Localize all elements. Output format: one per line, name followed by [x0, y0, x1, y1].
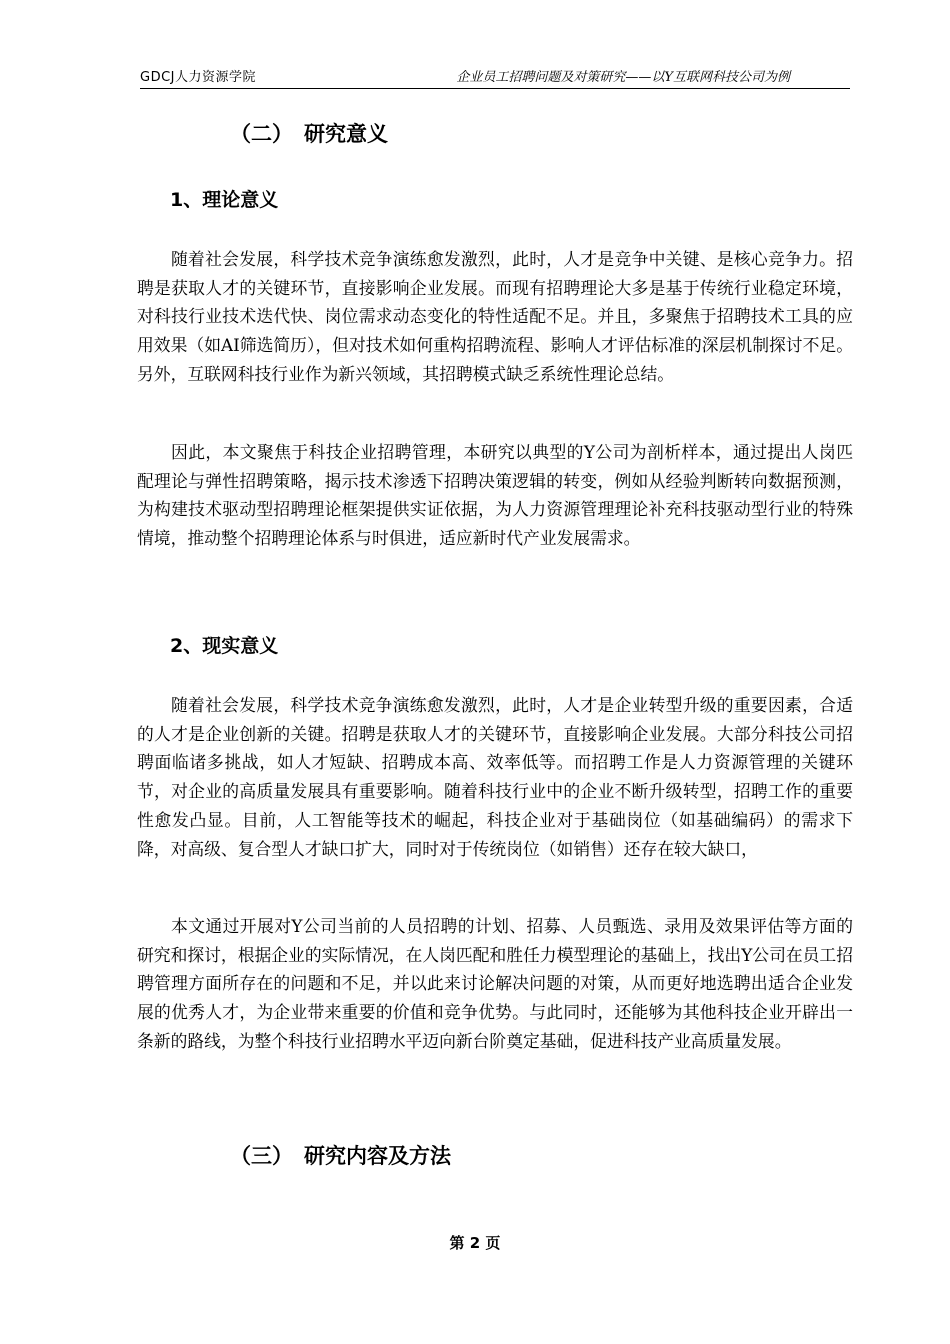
page-number: 第 2 页: [449, 1234, 501, 1252]
subsection-heading-theory: 1、理论意义: [170, 189, 279, 211]
section-title: 研究内容及方法: [304, 1144, 451, 1168]
page-header: [140, 66, 850, 89]
section-number: （三）: [230, 1144, 293, 1168]
paragraph: 随着社会发展，科学技术竞争演练愈发激烈，此时，人才是竞争中关键、是核心竞争力。招聘是获取人才的关键环节，直接影响企业发展。而现有招聘理论大多是基于传统行业稳定环境，对科技行业技术迭代快、岗位需求动态变化的特性适配不足。并且，多聚焦于招聘技术工具的应用效果（如AI筛选简历），但对技术如何重构招聘流程、影响人才评估标准的深层机制探讨不足。另外，互联网科技行业作为新兴领域，其招聘模式缺乏系统性理论总结。: [137, 249, 853, 384]
header-thesis-title: 企业员工招聘问题及对策研究——以Y互联网科技公司为例: [456, 70, 790, 85]
header-institution: GDCJ人力资源学院: [140, 70, 256, 85]
paragraph: 随着社会发展，科学技术竞争演练愈发激烈，此时，人才是企业转型升级的重要因素，合适的人才是企业创新的关键。招聘是获取人才的关键环节，直接影响企业发展。大部分科技公司招聘面临诸多挑战，如人才短缺、招聘成本高、效率低等。而招聘工作是人力资源管理的关键环节，对企业的高质量发展具有重要影响。随着科技行业中的企业不断升级转型，招聘工作的重要性愈发凸显。目前，人工智能等技术的崛起，科技企业对于基础岗位（如基础编码）的需求下降，对高级、复合型人才缺口扩大，同时对于传统岗位（如销售）还存在较大缺口，: [137, 695, 853, 859]
section-number: （二）: [230, 122, 293, 146]
paragraph: 本文通过开展对Y公司当前的人员招聘的计划、招募、人员甄选、录用及效果评估等方面的研究和探讨，根据企业的实际情况，在人岗匹配和胜任力模型理论的基础上，找出Y公司在员工招聘管理方面所存在的问题和不足，并以此来讨论解决问题的对策，从而更好地选聘出适合企业发展的优秀人才，为企业带来重要的价值和竞争优势。与此同时，还能够为其他科技企业开辟出一条新的路线，为整个科技行业招聘水平迈向新台阶奠定基础，促进科技产业高质量发展。: [137, 916, 853, 1051]
section-heading-significance: [230, 118, 388, 148]
section-heading-content-methods: [230, 1140, 451, 1170]
subsection-heading-practice: 2、现实意义: [170, 635, 279, 657]
section-title: 研究意义: [304, 122, 388, 146]
paragraph: 因此，本文聚焦于科技企业招聘管理，本研究以典型的Y公司为剖析样本，通过提出人岗匹配理论与弹性招聘策略，揭示技术渗透下招聘决策逻辑的转变，例如从经验判断转向数据预测，为构建技术驱动型招聘理论框架提供实证依据，为人力资源管理理论补充科技驱动型行业的特殊情境，推动整个招聘理论体系与时俱进，适应新时代产业发展需求。: [137, 442, 853, 549]
